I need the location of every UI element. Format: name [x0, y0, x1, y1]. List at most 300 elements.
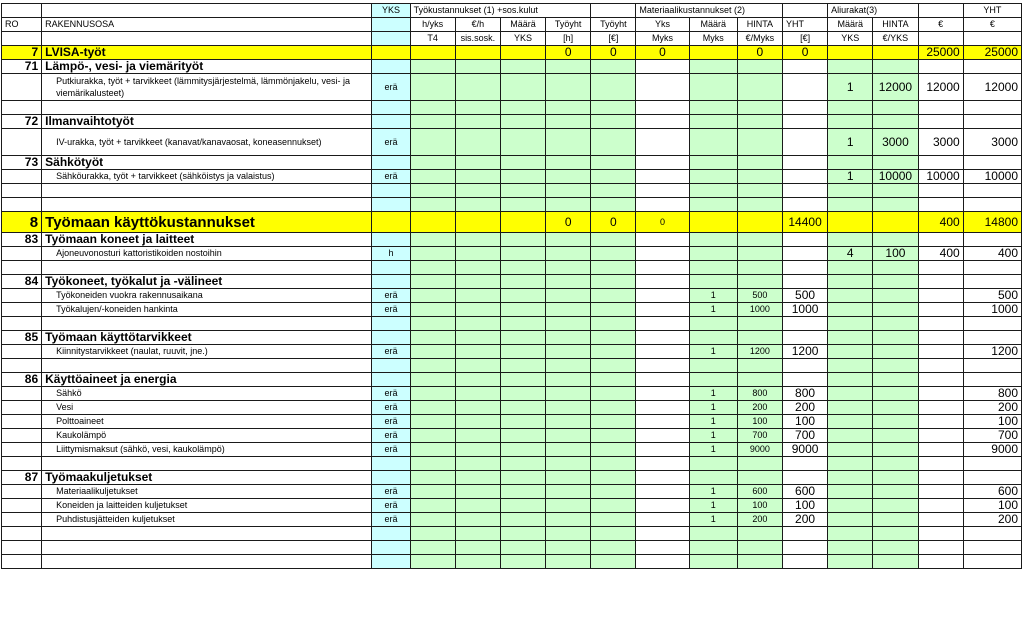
- table-cell[interactable]: 400: [918, 212, 963, 233]
- table-cell[interactable]: [372, 541, 410, 555]
- table-cell[interactable]: 400: [918, 247, 963, 261]
- table-cell[interactable]: [689, 198, 737, 212]
- table-cell[interactable]: 1: [828, 129, 873, 156]
- table-cell[interactable]: [918, 401, 963, 415]
- table-cell[interactable]: [689, 373, 737, 387]
- table-cell[interactable]: 200: [782, 513, 827, 527]
- table-cell[interactable]: [455, 359, 500, 373]
- table-cell[interactable]: [963, 233, 1021, 247]
- table-cell[interactable]: [591, 541, 636, 555]
- table-cell[interactable]: [2, 74, 42, 101]
- table-cell[interactable]: [873, 429, 918, 443]
- table-cell[interactable]: [636, 275, 689, 289]
- table-cell[interactable]: 9000: [782, 443, 827, 457]
- table-cell[interactable]: 1200: [963, 345, 1021, 359]
- header-yks[interactable]: YKS: [372, 4, 410, 18]
- table-cell[interactable]: [500, 289, 545, 303]
- table-cell[interactable]: Käyttöaineet ja energia: [42, 373, 372, 387]
- table-cell[interactable]: 1: [689, 443, 737, 457]
- table-cell[interactable]: 400: [963, 247, 1021, 261]
- table-cell[interactable]: [591, 261, 636, 275]
- table-cell[interactable]: [500, 74, 545, 101]
- table-cell[interactable]: [455, 331, 500, 345]
- table-cell[interactable]: [737, 212, 782, 233]
- header-m-yks[interactable]: Yks: [636, 18, 689, 32]
- table-cell[interactable]: [636, 74, 689, 101]
- table-cell[interactable]: [500, 233, 545, 247]
- table-cell[interactable]: [410, 101, 455, 115]
- table-cell[interactable]: [546, 60, 591, 74]
- table-cell[interactable]: [500, 129, 545, 156]
- table-cell[interactable]: 25000: [963, 46, 1021, 60]
- table-cell[interactable]: [546, 485, 591, 499]
- table-cell[interactable]: [546, 184, 591, 198]
- table-cell[interactable]: [737, 457, 782, 471]
- table-cell[interactable]: [500, 156, 545, 170]
- table-cell[interactable]: IV-urakka, työt + tarvikkeet (kanavat/kanavaosat, koneasennukset): [42, 129, 372, 156]
- table-cell[interactable]: [591, 373, 636, 387]
- table-cell[interactable]: [873, 499, 918, 513]
- table-cell[interactable]: 700: [737, 429, 782, 443]
- table-cell[interactable]: [42, 527, 372, 541]
- table-cell[interactable]: [918, 499, 963, 513]
- table-cell[interactable]: [918, 198, 963, 212]
- table-cell[interactable]: [372, 527, 410, 541]
- table-cell[interactable]: [828, 198, 873, 212]
- table-cell[interactable]: [873, 261, 918, 275]
- table-cell[interactable]: [873, 289, 918, 303]
- table-cell[interactable]: 10000: [873, 170, 918, 184]
- table-cell[interactable]: [873, 359, 918, 373]
- header-unit-eur-b[interactable]: [€]: [782, 32, 827, 46]
- table-cell[interactable]: Työkoneiden vuokra rakennusaikana: [42, 289, 372, 303]
- table-cell[interactable]: [918, 115, 963, 129]
- table-cell[interactable]: 100: [737, 499, 782, 513]
- header-cell[interactable]: [963, 32, 1021, 46]
- table-cell[interactable]: Työmaan käyttökustannukset: [42, 212, 372, 233]
- table-cell[interactable]: [636, 527, 689, 541]
- header-cell[interactable]: [918, 4, 963, 18]
- table-cell[interactable]: [873, 541, 918, 555]
- table-cell[interactable]: [455, 457, 500, 471]
- table-cell[interactable]: [737, 373, 782, 387]
- table-cell[interactable]: [410, 471, 455, 485]
- table-cell[interactable]: [410, 198, 455, 212]
- table-cell[interactable]: [2, 457, 42, 471]
- header-cell[interactable]: [2, 32, 42, 46]
- table-cell[interactable]: [591, 387, 636, 401]
- table-cell[interactable]: [873, 156, 918, 170]
- table-cell[interactable]: [455, 303, 500, 317]
- table-cell[interactable]: [737, 170, 782, 184]
- table-cell[interactable]: [546, 345, 591, 359]
- header-a-maara[interactable]: Määrä: [828, 18, 873, 32]
- table-cell[interactable]: [918, 233, 963, 247]
- header-unit-h[interactable]: [h]: [546, 32, 591, 46]
- table-cell[interactable]: [42, 541, 372, 555]
- table-cell[interactable]: [455, 289, 500, 303]
- table-cell[interactable]: [372, 115, 410, 129]
- table-cell[interactable]: [689, 541, 737, 555]
- table-cell[interactable]: [782, 317, 827, 331]
- table-cell[interactable]: [782, 373, 827, 387]
- table-cell[interactable]: [782, 261, 827, 275]
- table-cell[interactable]: [873, 101, 918, 115]
- table-cell[interactable]: [636, 60, 689, 74]
- table-cell[interactable]: [2, 415, 42, 429]
- table-cell[interactable]: [591, 317, 636, 331]
- table-cell[interactable]: 500: [737, 289, 782, 303]
- table-cell[interactable]: [591, 233, 636, 247]
- table-cell[interactable]: [918, 345, 963, 359]
- table-cell[interactable]: Putkiurakka, työt + tarvikkeet (lämmitysjärjestelmä, lämmönjakelu, vesi- ja viemärikalusteet): [42, 74, 372, 101]
- table-cell[interactable]: [455, 387, 500, 401]
- table-cell[interactable]: [500, 359, 545, 373]
- table-cell[interactable]: [828, 415, 873, 429]
- table-cell[interactable]: [546, 359, 591, 373]
- table-cell[interactable]: [782, 359, 827, 373]
- table-cell[interactable]: [410, 345, 455, 359]
- table-cell[interactable]: [546, 317, 591, 331]
- table-cell[interactable]: [963, 101, 1021, 115]
- table-cell[interactable]: [591, 429, 636, 443]
- table-cell[interactable]: 0: [546, 212, 591, 233]
- table-cell[interactable]: [500, 275, 545, 289]
- table-cell[interactable]: [410, 156, 455, 170]
- header-t4[interactable]: T4: [410, 32, 455, 46]
- table-cell[interactable]: [455, 401, 500, 415]
- table-cell[interactable]: [782, 129, 827, 156]
- table-cell[interactable]: [591, 415, 636, 429]
- header-cell[interactable]: [372, 18, 410, 32]
- table-cell[interactable]: [455, 115, 500, 129]
- table-cell[interactable]: [737, 331, 782, 345]
- table-cell[interactable]: [410, 555, 455, 569]
- table-cell[interactable]: Kiinnitystarvikkeet (naulat, ruuvit, jne.): [42, 345, 372, 359]
- table-cell[interactable]: [372, 212, 410, 233]
- table-cell[interactable]: [500, 541, 545, 555]
- table-cell[interactable]: [372, 261, 410, 275]
- table-cell[interactable]: [873, 513, 918, 527]
- table-cell[interactable]: [410, 401, 455, 415]
- table-cell[interactable]: 1: [689, 401, 737, 415]
- header-a-hinta[interactable]: HINTA: [873, 18, 918, 32]
- table-cell[interactable]: [828, 527, 873, 541]
- table-cell[interactable]: erä: [372, 345, 410, 359]
- table-cell[interactable]: [782, 198, 827, 212]
- table-cell[interactable]: [591, 331, 636, 345]
- table-cell[interactable]: 600: [963, 485, 1021, 499]
- table-cell[interactable]: [410, 247, 455, 261]
- table-cell[interactable]: [455, 541, 500, 555]
- table-cell[interactable]: [591, 513, 636, 527]
- table-cell[interactable]: [963, 373, 1021, 387]
- table-cell[interactable]: [636, 115, 689, 129]
- table-cell[interactable]: [918, 387, 963, 401]
- table-cell[interactable]: 0: [591, 46, 636, 60]
- table-cell[interactable]: 87: [2, 471, 42, 485]
- table-cell[interactable]: [963, 317, 1021, 331]
- table-cell[interactable]: 72: [2, 115, 42, 129]
- table-cell[interactable]: 600: [737, 485, 782, 499]
- table-cell[interactable]: [42, 184, 372, 198]
- table-cell[interactable]: [2, 443, 42, 457]
- table-cell[interactable]: [546, 261, 591, 275]
- table-cell[interactable]: 0: [782, 46, 827, 60]
- table-cell[interactable]: [455, 156, 500, 170]
- table-cell[interactable]: [636, 485, 689, 499]
- table-cell[interactable]: [737, 156, 782, 170]
- table-cell[interactable]: [372, 198, 410, 212]
- table-cell[interactable]: [828, 101, 873, 115]
- table-cell[interactable]: [42, 359, 372, 373]
- table-cell[interactable]: [782, 247, 827, 261]
- table-cell[interactable]: [591, 60, 636, 74]
- table-cell[interactable]: [546, 401, 591, 415]
- table-cell[interactable]: [636, 555, 689, 569]
- table-cell[interactable]: [410, 359, 455, 373]
- table-cell[interactable]: [500, 429, 545, 443]
- table-cell[interactable]: [828, 60, 873, 74]
- table-cell[interactable]: [636, 387, 689, 401]
- table-cell[interactable]: [689, 129, 737, 156]
- table-cell[interactable]: [500, 457, 545, 471]
- table-cell[interactable]: [782, 555, 827, 569]
- table-cell[interactable]: [782, 541, 827, 555]
- table-cell[interactable]: [372, 457, 410, 471]
- table-cell[interactable]: [689, 115, 737, 129]
- table-cell[interactable]: [2, 317, 42, 331]
- table-cell[interactable]: [2, 401, 42, 415]
- table-cell[interactable]: erä: [372, 485, 410, 499]
- table-cell[interactable]: 9000: [963, 443, 1021, 457]
- table-cell[interactable]: [546, 74, 591, 101]
- table-cell[interactable]: [546, 129, 591, 156]
- table-cell[interactable]: [410, 261, 455, 275]
- table-cell[interactable]: [2, 345, 42, 359]
- header-unit-eur-yks[interactable]: €/YKS: [873, 32, 918, 46]
- table-cell[interactable]: [873, 184, 918, 198]
- table-cell[interactable]: [455, 261, 500, 275]
- table-cell[interactable]: [963, 184, 1021, 198]
- table-cell[interactable]: [410, 527, 455, 541]
- header-unit-eur-myks[interactable]: €/Myks: [737, 32, 782, 46]
- table-cell[interactable]: [591, 101, 636, 115]
- table-cell[interactable]: [873, 345, 918, 359]
- table-cell[interactable]: [410, 115, 455, 129]
- table-cell[interactable]: [546, 471, 591, 485]
- table-cell[interactable]: [455, 212, 500, 233]
- table-cell[interactable]: [828, 555, 873, 569]
- header-h-yks[interactable]: h/yks: [410, 18, 455, 32]
- table-cell[interactable]: Työmaan koneet ja laitteet: [42, 233, 372, 247]
- table-cell[interactable]: [546, 247, 591, 261]
- table-cell[interactable]: 73: [2, 156, 42, 170]
- header-cell[interactable]: [782, 4, 827, 18]
- table-cell[interactable]: [782, 275, 827, 289]
- table-cell[interactable]: [372, 156, 410, 170]
- table-cell[interactable]: [372, 60, 410, 74]
- table-cell[interactable]: [500, 184, 545, 198]
- table-cell[interactable]: [500, 46, 545, 60]
- table-cell[interactable]: 12000: [873, 74, 918, 101]
- table-cell[interactable]: [636, 513, 689, 527]
- table-cell[interactable]: [372, 184, 410, 198]
- table-cell[interactable]: 83: [2, 233, 42, 247]
- table-cell[interactable]: [636, 233, 689, 247]
- table-cell[interactable]: [410, 129, 455, 156]
- table-cell[interactable]: [873, 443, 918, 457]
- table-cell[interactable]: [828, 233, 873, 247]
- table-cell[interactable]: [546, 555, 591, 569]
- table-cell[interactable]: [689, 170, 737, 184]
- table-cell[interactable]: [963, 261, 1021, 275]
- table-cell[interactable]: [782, 74, 827, 101]
- table-cell[interactable]: erä: [372, 415, 410, 429]
- table-cell[interactable]: [455, 60, 500, 74]
- table-cell[interactable]: Puhdistusjätteiden kuljetukset: [42, 513, 372, 527]
- table-cell[interactable]: [410, 443, 455, 457]
- table-cell[interactable]: [42, 198, 372, 212]
- table-cell[interactable]: [591, 289, 636, 303]
- table-cell[interactable]: [546, 331, 591, 345]
- table-cell[interactable]: [828, 499, 873, 513]
- table-cell[interactable]: [828, 184, 873, 198]
- table-cell[interactable]: 200: [963, 401, 1021, 415]
- table-cell[interactable]: [455, 233, 500, 247]
- table-cell[interactable]: [636, 359, 689, 373]
- table-cell[interactable]: [689, 261, 737, 275]
- table-cell[interactable]: [546, 233, 591, 247]
- header-labor-group[interactable]: Työkustannukset (1) +sos.kulut: [410, 4, 591, 18]
- table-cell[interactable]: [918, 471, 963, 485]
- table-cell[interactable]: 4: [828, 247, 873, 261]
- table-cell[interactable]: 1: [689, 345, 737, 359]
- table-cell[interactable]: Lämpö-, vesi- ja viemärityöt: [42, 60, 372, 74]
- table-cell[interactable]: [918, 101, 963, 115]
- table-cell[interactable]: [963, 115, 1021, 129]
- table-cell[interactable]: [546, 513, 591, 527]
- table-cell[interactable]: [828, 541, 873, 555]
- table-cell[interactable]: [455, 373, 500, 387]
- table-cell[interactable]: [636, 415, 689, 429]
- table-cell[interactable]: [828, 317, 873, 331]
- table-cell[interactable]: 1: [689, 485, 737, 499]
- table-cell[interactable]: [546, 429, 591, 443]
- table-cell[interactable]: [636, 401, 689, 415]
- table-cell[interactable]: [2, 247, 42, 261]
- table-cell[interactable]: Liittymismaksut (sähkö, vesi, kaukolämpö): [42, 443, 372, 457]
- table-cell[interactable]: [636, 373, 689, 387]
- header-eur-total[interactable]: €: [963, 18, 1021, 32]
- table-cell[interactable]: [546, 499, 591, 513]
- table-cell[interactable]: [689, 275, 737, 289]
- table-cell[interactable]: [873, 233, 918, 247]
- table-cell[interactable]: 86: [2, 373, 42, 387]
- table-cell[interactable]: [372, 46, 410, 60]
- header-cell[interactable]: [918, 32, 963, 46]
- table-cell[interactable]: 14800: [963, 212, 1021, 233]
- table-cell[interactable]: [918, 415, 963, 429]
- table-cell[interactable]: [42, 261, 372, 275]
- table-cell[interactable]: [42, 101, 372, 115]
- table-cell[interactable]: [636, 289, 689, 303]
- table-cell[interactable]: [636, 129, 689, 156]
- table-cell[interactable]: erä: [372, 74, 410, 101]
- table-cell[interactable]: [828, 275, 873, 289]
- table-cell[interactable]: [455, 74, 500, 101]
- table-cell[interactable]: 1: [689, 415, 737, 429]
- table-cell[interactable]: [689, 527, 737, 541]
- table-cell[interactable]: [828, 429, 873, 443]
- table-cell[interactable]: Koneiden ja laitteiden kuljetukset: [42, 499, 372, 513]
- table-cell[interactable]: [591, 471, 636, 485]
- table-cell[interactable]: [410, 233, 455, 247]
- table-cell[interactable]: 700: [782, 429, 827, 443]
- table-cell[interactable]: [410, 275, 455, 289]
- table-cell[interactable]: [737, 198, 782, 212]
- header-unit-yks[interactable]: YKS: [500, 32, 545, 46]
- table-cell[interactable]: [591, 275, 636, 289]
- table-cell[interactable]: [873, 527, 918, 541]
- table-cell[interactable]: [636, 541, 689, 555]
- table-cell[interactable]: [591, 115, 636, 129]
- table-cell[interactable]: [828, 289, 873, 303]
- table-cell[interactable]: [737, 527, 782, 541]
- table-cell[interactable]: erä: [372, 429, 410, 443]
- table-cell[interactable]: [455, 485, 500, 499]
- table-cell[interactable]: [2, 499, 42, 513]
- table-cell[interactable]: [636, 101, 689, 115]
- table-cell[interactable]: [546, 115, 591, 129]
- table-cell[interactable]: Materiaalikuljetukset: [42, 485, 372, 499]
- table-cell[interactable]: Työkalujen/-koneiden hankinta: [42, 303, 372, 317]
- table-cell[interactable]: [636, 331, 689, 345]
- table-cell[interactable]: [410, 373, 455, 387]
- table-cell[interactable]: [546, 198, 591, 212]
- table-cell[interactable]: [873, 331, 918, 345]
- header-unit-myks2[interactable]: Myks: [689, 32, 737, 46]
- table-cell[interactable]: [591, 303, 636, 317]
- header-cell[interactable]: [42, 32, 372, 46]
- table-cell[interactable]: [455, 429, 500, 443]
- table-cell[interactable]: [410, 303, 455, 317]
- table-cell[interactable]: [636, 443, 689, 457]
- table-cell[interactable]: [410, 387, 455, 401]
- table-cell[interactable]: [591, 485, 636, 499]
- table-cell[interactable]: [500, 261, 545, 275]
- table-cell[interactable]: [873, 198, 918, 212]
- table-cell[interactable]: 500: [963, 289, 1021, 303]
- table-cell[interactable]: [410, 485, 455, 499]
- table-cell[interactable]: [737, 275, 782, 289]
- header-tyoyht-eur[interactable]: Työyht: [591, 18, 636, 32]
- table-cell[interactable]: [591, 457, 636, 471]
- header-eur[interactable]: €: [918, 18, 963, 32]
- header-cell[interactable]: [42, 4, 372, 18]
- table-cell[interactable]: [963, 60, 1021, 74]
- table-cell[interactable]: [828, 156, 873, 170]
- table-cell[interactable]: [372, 555, 410, 569]
- table-cell[interactable]: 200: [737, 401, 782, 415]
- table-cell[interactable]: [689, 247, 737, 261]
- table-cell[interactable]: [591, 499, 636, 513]
- table-cell[interactable]: [410, 184, 455, 198]
- table-cell[interactable]: [737, 60, 782, 74]
- table-cell[interactable]: [546, 387, 591, 401]
- table-cell[interactable]: 3000: [873, 129, 918, 156]
- table-cell[interactable]: [873, 401, 918, 415]
